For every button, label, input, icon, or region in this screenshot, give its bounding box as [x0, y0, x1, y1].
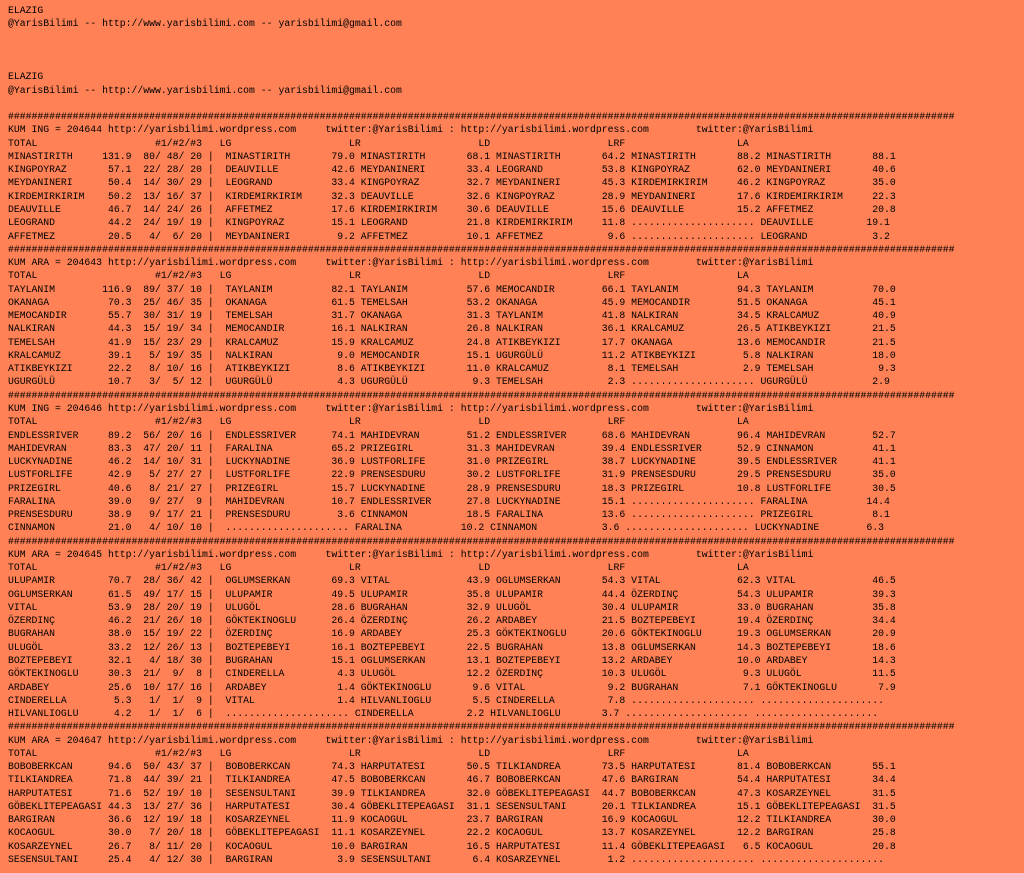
table-row: OGLUMSERKAN 61.5 49/ 17/ 15 | ULUPAMIR 49.5 ULUPAMIR 35.8 ULUPAMIR 44.4 ÖZERDINÇ 54.3 ULUPAMIR 39.3 [8, 588, 896, 600]
blank-line [8, 31, 1024, 44]
table-row: HILVANLIOGLU 4.2 1/ 1/ 6 | ..................... CINDERELLA 2.2 HILVANLIOGLU 3.7 ..................... ..................... [8, 708, 879, 720]
blank-line [8, 44, 1024, 57]
table-row: BARGIRAN 36.6 12/ 19/ 18 | KOSARZEYNEL 11.9 KOCAOGUL 23.7 BARGIRAN 16.9 KOCAOGUL 12.2 TILKIANDREA 30.0 [8, 814, 896, 826]
table-row: LUCKYNADINE 46.2 14/ 10/ 31 | LUCKYNADINE 36.9 LUSTFORLIFE 31.0 PRIZEGIRL 38.7 LUCKYNADINE 39.5 ENDLESSRIVER 41.1 [8, 456, 896, 468]
table-row: AFFETMEZ 20.5 4/ 6/ 20 | MEYDANINERI 9.2 AFFETMEZ 10.1 AFFETMEZ 9.6 ..................... LEOGRAND 3.2 [8, 230, 890, 242]
column-header-line: TOTAL #1/#2/#3 LG LR LD LRF LA [8, 747, 749, 759]
table-row: KINGPOYRAZ 57.1 22/ 28/ 20 | DEAUVILLE 42.6 MEYDANINERI 33.4 LEOGRAND 53.8 KINGPOYRAZ 62.0 MEYDANINERI 40.6 [8, 164, 896, 176]
location-title: ELAZIG [8, 71, 44, 83]
race-header-line: KUM ARA = 204647 http://yarisbilimi.wordpress.com twitter:@YarisBilimi : http://yarisbilimi.wordpress.com twitter:@YarisBilimi [8, 734, 814, 746]
table-row: ÖZERDINÇ 46.2 21/ 26/ 10 | GÖKTEKINOGLU 26.4 ÖZERDINÇ 26.2 ARDABEY 21.5 BOZTEPEBEYI 19.4 ÖZERDINÇ 34.4 [8, 615, 896, 627]
table-row: ARDABEY 25.6 10/ 17/ 16 | ARDABEY 1.4 GÖKTEKINOGLU 9.6 VITAL 9.2 BUGRAHAN 7.1 GÖKTEKINOGLU 7.9 [8, 681, 896, 693]
table-row: VITAL 53.9 28/ 20/ 19 | ULUGÖL 28.6 BUGRAHAN 32.9 ULUGÖL 30.4 ULUPAMIR 33.0 BUGRAHAN 35.8 [8, 601, 896, 613]
table-row: DEAUVILLE 46.7 14/ 24/ 26 | AFFETMEZ 17.6 KIRDEMIRKIRIM 30.6 DEAUVILLE 15.6 DEAUVILLE 15.2 AFFETMEZ 20.8 [8, 203, 896, 215]
table-row: KIRDEMIRKIRIM 50.2 13/ 16/ 37 | KIRDEMIRKIRIM 32.3 DEAUVILLE 32.6 KINGPOYRAZ 28.9 MEYDANINERI 17.6 KIRDEMIRKIRIM 22.3 [8, 190, 896, 202]
location-title: ELAZIG [8, 5, 44, 16]
table-row: GÖBEKLITEPEAGASI 44.3 13/ 27/ 36 | HARPUTATESI 30.4 GÖBEKLITEPEAGASI 31.1 SESENSULTANI 20.1 TILKIANDREA 15.1 GÖBEKLITEPEAGASI 31.5 [8, 800, 896, 812]
table-row: KRALCAMUZ 39.1 5/ 19/ 35 | NALKIRAN 9.0 MEMOCANDIR 15.1 UGURGÜLÜ 11.2 ATIKBEYKIZI 5.8 NALKIRAN 18.0 [8, 349, 896, 361]
table-row: KOSARZEYNEL 26.7 8/ 11/ 20 | KOCAOGUL 10.0 BARGIRAN 16.5 HARPUTATESI 11.4 GÖBEKLITEPEAGASI 6.5 KOCAOGUL 20.8 [8, 840, 896, 852]
contact-line: @YarisBilimi -- http://www.yarisbilimi.com -- yarisbilimi@gmail.com [8, 84, 402, 96]
table-row: CINNAMON 21.0 4/ 10/ 10 | ..................... FARALINA 10.2 CINNAMON 3.6 ..................... LUCKYNADINE 6.3 [8, 522, 884, 534]
table-row: ULUGÖL 33.2 12/ 26/ 13 | BOZTEPEBEYI 16.1 BOZTEPEBEYI 22.5 BUGRAHAN 13.8 OGLUMSERKAN 14.3 BOZTEPEBEYI 18.6 [8, 641, 896, 653]
table-row: ENDLESSRIVER 89.2 56/ 20/ 16 | ENDLESSRIVER 74.1 MAHIDEVRAN 51.2 ENDLESSRIVER 68.6 MAHIDEVRAN 96.4 MAHIDEVRAN 52.7 [8, 429, 896, 441]
blank-line [8, 57, 1024, 70]
table-row: MEMOCANDIR 55.7 30/ 31/ 19 | TEMELSAH 31.7 OKANAGA 31.3 TAYLANIM 41.8 NALKIRAN 34.5 KRALCAMUZ 40.9 [8, 310, 896, 322]
table-row: UGURGÜLÜ 10.7 3/ 5/ 12 | UGURGÜLÜ 4.3 UGURGÜLÜ 9.3 TEMELSAH 2.3 ..................... UGURGÜLÜ 2.9 [8, 376, 890, 388]
separator-line: ################################################################################################################################################################# [8, 111, 955, 123]
race-header-line: KUM ARA = 204643 http://yarisbilimi.wordpress.com twitter:@YarisBilimi : http://yarisbilimi.wordpress.com twitter:@YarisBilimi [8, 257, 814, 269]
table-row: MAHIDEVRAN 83.3 47/ 20/ 11 | FARALINA 65.2 PRIZEGIRL 31.3 MAHIDEVRAN 39.4 ENDLESSRIVER 52.9 CINNAMON 41.1 [8, 442, 896, 454]
table-row: BOZTEPEBEYI 32.1 4/ 18/ 30 | BUGRAHAN 15.1 OGLUMSERKAN 13.1 BOZTEPEBEYI 13.2 ARDABEY 10.0 ARDABEY 14.3 [8, 655, 896, 667]
table-row: TAYLANIM 116.9 89/ 37/ 10 | TAYLANIM 82.1 TAYLANIM 57.6 MEMOCANDIR 66.1 TAYLANIM 94.3 TAYLANIM 70.0 [8, 283, 896, 295]
separator-line: ################################################################################################################################################################# [8, 535, 955, 547]
table-row: LEOGRAND 44.2 24/ 19/ 19 | KINGPOYRAZ 15.1 LEOGRAND 21.8 KIRDEMIRKIRIM 11.8 ..................... DEAUVILLE 19.1 [8, 217, 890, 229]
race-header-line: KUM ING = 204644 http://yarisbilimi.wordpress.com twitter:@YarisBilimi : http://yarisbilimi.wordpress.com twitter:@YarisBilimi [8, 124, 814, 136]
separator-line: ################################################################################################################################################################# [8, 243, 955, 255]
column-header-line: TOTAL #1/#2/#3 LG LR LD LRF LA [8, 416, 749, 428]
table-row: TILKIANDREA 71.8 44/ 39/ 21 | TILKIANDREA 47.5 BOBOBERKCAN 46.7 BOBOBERKCAN 47.6 BARGIRAN 54.4 HARPUTATESI 34.4 [8, 774, 896, 786]
contact-line: @YarisBilimi -- http://www.yarisbilimi.com -- yarisbilimi@gmail.com [8, 18, 402, 30]
table-row: ATIKBEYKIZI 22.2 8/ 10/ 16 | ATIKBEYKIZI 8.6 ATIKBEYKIZI 11.0 KRALCAMUZ 8.1 TEMELSAH 2.9 TEMELSAH 9.3 [8, 363, 896, 375]
table-row: MEYDANINERI 50.4 14/ 30/ 29 | LEOGRAND 33.4 KINGPOYRAZ 32.7 MEYDANINERI 45.3 KIRDEMIRKIRIM 46.2 KINGPOYRAZ 35.0 [8, 177, 896, 189]
table-row: FARALINA 39.0 9/ 27/ 9 | MAHIDEVRAN 10.7 ENDLESSRIVER 27.8 LUCKYNADINE 15.1 ..................... FARALINA 14.4 [8, 495, 890, 507]
separator-line: ################################################################################################################################################################# [8, 721, 955, 733]
table-row: NALKIRAN 44.3 15/ 19/ 34 | MEMOCANDIR 16.1 NALKIRAN 26.8 NALKIRAN 36.1 KRALCAMUZ 26.5 ATIKBEYKIZI 21.5 [8, 323, 896, 335]
column-header-line: TOTAL #1/#2/#3 LG LR LD LRF LA [8, 562, 749, 574]
table-row: LUSTFORLIFE 42.9 5/ 27/ 27 | LUSTFORLIFE 22.9 PRENSESDURU 30.2 LUSTFORLIFE 31.9 PRENSESDURU 29.5 PRENSESDURU 35.0 [8, 469, 896, 481]
table-row: PRENSESDURU 38.9 9/ 17/ 21 | PRENSESDURU 3.6 CINNAMON 18.5 FARALINA 13.6 ..................... PRIZEGIRL 8.1 [8, 509, 890, 521]
race-header-line: KUM ING = 204646 http://yarisbilimi.wordpress.com twitter:@YarisBilimi : http://yarisbilimi.wordpress.com twitter:@YarisBilimi [8, 402, 814, 414]
table-row: ULUPAMIR 70.7 28/ 36/ 42 | OGLUMSERKAN 69.3 VITAL 43.9 OGLUMSERKAN 54.3 VITAL 62.3 VITAL 46.5 [8, 575, 896, 587]
table-row: KOCAOGUL 30.0 7/ 20/ 18 | GÖBEKLITEPEAGASI 11.1 KOSARZEYNEL 22.2 KOCAOGUL 13.7 KOSARZEYNEL 12.2 BARGIRAN 25.8 [8, 827, 896, 839]
race-header-line: KUM ARA = 204645 http://yarisbilimi.wordpress.com twitter:@YarisBilimi : http://yarisbilimi.wordpress.com twitter:@YarisBilimi [8, 548, 814, 560]
table-row: CINDERELLA 5.3 1/ 1/ 9 | VITAL 1.4 HILVANLIOGLU 5.5 CINDERELLA 7.8 ..................... ..................... [8, 694, 884, 706]
table-row: BOBOBERKCAN 94.6 50/ 43/ 37 | BOBOBERKCAN 74.3 HARPUTATESI 50.5 TILKIANDREA 73.5 HARPUTATESI 81.4 BOBOBERKCAN 55.1 [8, 761, 896, 773]
table-row: SESENSULTANI 25.4 4/ 12/ 30 | BARGIRAN 3.9 SESENSULTANI 6.4 KOSARZEYNEL 1.2 ..................... ..................... [8, 854, 884, 865]
table-row: GÖKTEKINOGLU 30.3 21/ 9/ 8 | CINDERELLA 4.3 ULUGÖL 12.2 ÖZERDINÇ 10.3 ULUGÖL 9.3 ULUGÖL 11.5 [8, 668, 896, 680]
column-header-line: TOTAL #1/#2/#3 LG LR LD LRF LA [8, 137, 749, 149]
table-row: MINASTIRITH 131.9 80/ 48/ 20 | MINASTIRITH 79.0 MINASTIRITH 68.1 MINASTIRITH 64.2 MINASTIRITH 88.2 MINASTIRITH 88.1 [8, 150, 896, 162]
table-row: TEMELSAH 41.9 15/ 23/ 29 | KRALCAMUZ 15.9 KRALCAMUZ 24.8 ATIKBEYKIZI 17.7 OKANAGA 13.6 MEMOCANDIR 21.5 [8, 336, 896, 348]
table-row: PRIZEGIRL 40.6 8/ 21/ 27 | PRIZEGIRL 15.7 LUCKYNADINE 28.9 PRENSESDURU 18.3 PRIZEGIRL 10.8 LUSTFORLIFE 30.5 [8, 482, 896, 494]
separator-line: ################################################################################################################################################################# [8, 389, 955, 401]
blank-line [8, 97, 1024, 110]
column-header-line: TOTAL #1/#2/#3 LG LR LD LRF LA [8, 270, 749, 282]
table-row: BUGRAHAN 38.0 15/ 19/ 22 | ÖZERDINÇ 16.9 ARDABEY 25.3 GÖKTEKINOGLU 20.6 GÖKTEKINOGLU 19.3 OGLUMSERKAN 20.9 [8, 628, 896, 640]
table-row: OKANAGA 70.3 25/ 46/ 35 | OKANAGA 61.5 TEMELSAH 53.2 OKANAGA 45.9 MEMOCANDIR 51.5 OKANAGA 45.1 [8, 296, 896, 308]
table-row: HARPUTATESI 71.6 52/ 19/ 10 | SESENSULTANI 39.9 TILKIANDREA 32.0 GÖBEKLITEPEAGASI 44.7 BOBOBERKCAN 47.3 KOSARZEYNEL 31.5 [8, 787, 896, 799]
